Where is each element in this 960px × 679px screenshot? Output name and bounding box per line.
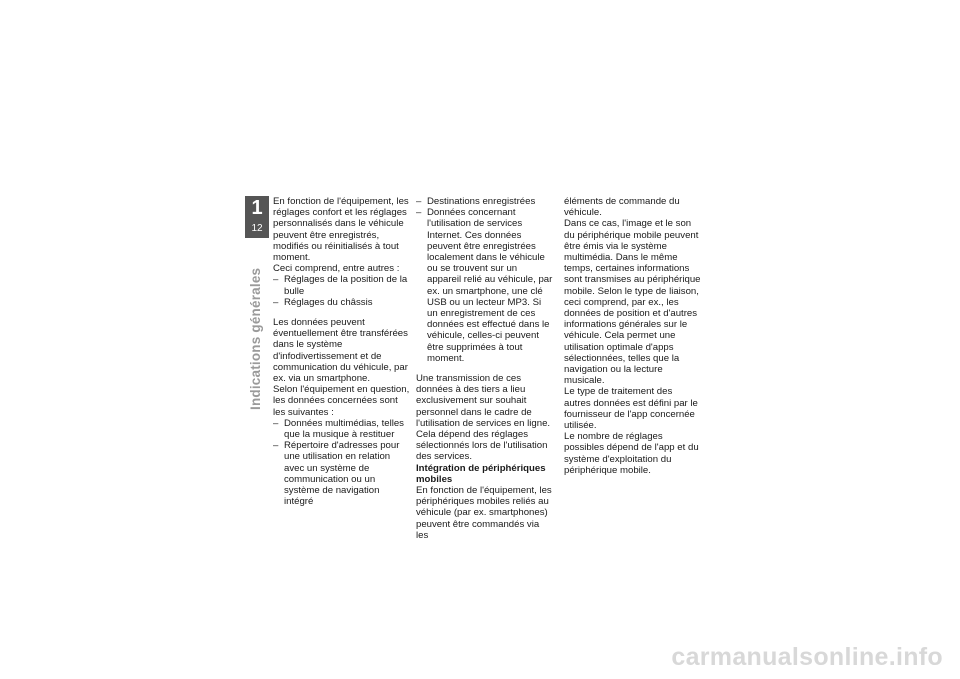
list-item: – Données concernant l'utilisation de services Internet. Ces données peuvent être enregistrées localement dans le véhicule ou se trouvent sur un appareil relié au véhicule, par ex. un smartphone, une clé USB ou un lecteur MP3. Si un enregistrement de ces données est effectué dans le véhicule, celles-ci peuvent être supprimées à tout moment. xyxy=(416,207,553,364)
paragraph: Les données peuvent éventuellement être transférées dans le système d'infodivertissement et de communication du véhicule, par ex. via un smartphone. xyxy=(273,317,408,385)
paragraph: Le type de traitement des autres données est défini par le fournisseur de l'app concernée utilisée. xyxy=(564,386,698,432)
chapter-number: 1 xyxy=(251,197,263,219)
watermark: carmanualsonline.info xyxy=(671,643,943,671)
paragraph: Dans ce cas, l'image et le son du périphérique mobile peuvent être émis via le système multimédia. Dans le même temps, certaines informations sont transmises au périphérique mobile. Selon le type de liaison, ceci comprend, par ex., les données de position et d'autres informations générales sur le véhicule. Cela permet une utilisation optimale d'apps sélectionnées, telles que la navigation ou la lecture musicale. xyxy=(564,218,701,387)
text-column-3 xyxy=(564,196,701,476)
text-column-2 xyxy=(416,196,553,541)
text-column-1 xyxy=(273,196,410,507)
bullet-list xyxy=(273,274,410,308)
paragraph: En fonction de l'équipement, les périphériques mobiles reliés au véhicule (par ex. smartphones) peuvent être commandés via les xyxy=(416,485,552,541)
paragraph: Le nombre de réglages possibles dépend de l'app et du système d'exploitation du périphérique mobile. xyxy=(564,431,699,476)
paragraph: Ceci comprend, entre autres : xyxy=(273,263,400,275)
list-item: – Réglages de la position de la bulle xyxy=(273,274,410,296)
list-item: – Répertoire d'adresses pour une utilisation en relation avec un système de communication ou un système de navigation intégré xyxy=(273,440,410,507)
list-item: – Réglages du châssis xyxy=(273,297,410,308)
paragraph: éléments de commande du véhicule. xyxy=(564,196,680,219)
bullet-list xyxy=(416,196,553,364)
section-heading: Intégration de périphériques mobiles xyxy=(416,462,546,485)
list-item: – Données multimédias, telles que la musique à restituer xyxy=(273,418,410,440)
bullet-list xyxy=(273,418,410,508)
paragraph: En fonction de l'équipement, les réglages confort et les réglages personnalisés dans le véhicule peuvent être enregistrés, modifiés ou réinitialisés à tout moment. xyxy=(273,196,409,264)
list-item: – Destinations enregistrées xyxy=(416,196,553,207)
chapter-marker xyxy=(245,196,269,238)
paragraph: Selon l'équipement en question, les données concernées sont les suivantes : xyxy=(273,384,410,418)
section-title-vertical: Indications générales xyxy=(248,267,263,410)
page-number: 12 xyxy=(251,223,263,234)
paragraph: Une transmission de ces données à des tiers a lieu exclusivement sur souhait personnel dans le cadre de l'utilisation de services en ligne. Cela dépend des réglages sélectionnés lors de l'utilisation des services. xyxy=(416,373,551,463)
